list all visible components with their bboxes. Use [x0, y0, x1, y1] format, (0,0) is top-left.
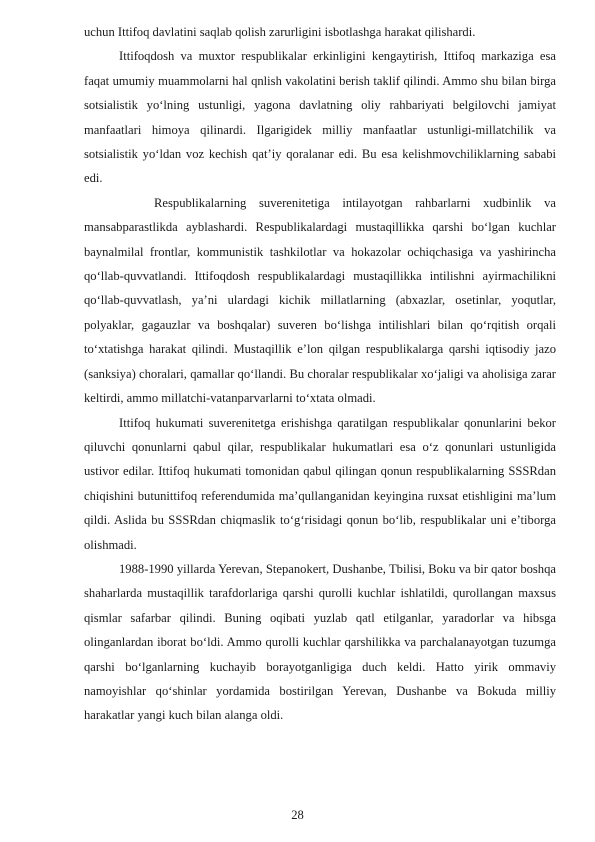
document-page — [84, 20, 556, 728]
paragraph-continuation: uchun Ittifoq davlatini saqlab qolish zarurligini isbotlashga harakat qilishardi. — [84, 25, 476, 39]
paragraph-1: Ittifoqdosh va muxtor respublikalar erkinligini kengaytirish, Ittifoq markaziga esa faqat umumiy muammolarni hal qnlish vakolatini berish taklif qilindi. Ammo shu bilan birga sotsialistik yo‘lning ustunligi, yagona davlatning oliy rahbariyati belgilovchi jamiyat manfaatlari himoya qilinardi. Ilgarigidek milliy manfaatlar ustunligi-millatchilik va sotsialistik yo‘ldan voz kechish qat’iy qoralanar edi. Bu esa kelishmovchiliklarning sababi edi. — [84, 49, 556, 186]
paragraph-4: 1988-1990 yillarda Yerevan, Stepanokert, Dushanbe, Tbilisi, Boku va bir qator boshqa shaharlarda mustaqillik tarafdorlariga qarshi qurolli kuchlar ishlatildi, qurollangan maxsus qismlar safarbar qilindi. Buning oqibati yuzlab qatl etilganlar, yaradorlar va hibsga olinganlardan iborat bo‘ldi. Ammo qurolli kuchlar qarshilikka va parchalanayotgan tuzumga qarshi bo‘lganlarning kuchayib borayotganligiga duch keldi. Hatto yirik ommaviy namoyishlar qo‘shinlar yordamida bostirilgan Yerevan, Dushanbe va Bokuda milliy harakatlar yangi kuch bilan alanga oldi. — [84, 561, 556, 723]
paragraph-2: Respublikalarning suverenitetiga intilayotgan rahbarlarni xudbinlik va mansabparastlikda ayblashardi. Respublikalardagi mustaqillikka qarshi bo‘lgan kuchlar baynalmilal frontlar, kommunistik tashkilotlar va hokazolar ochiqchasiga va yashirincha qo‘llab-quvvatlandi. Ittifoqdosh respublikalardagi mustaqillikka intilishni ayirmachilikni qo‘llab-quvvatlash, ya’ni ulardagi kichik millatlarning (abxazlar, osetinlar, yoqutlar, polyaklar, gagauzlar va boshqalar) suveren bo‘lishga intilishlari bilan qo‘rqitish orqali to‘xtatishga harakat qilindi. Mustaqillik e’lon qilgan respublikalarga qarshi iqtisodiy jazo (sanksiya) choralari, qamallar qo‘llandi. Bu choralar respublikalar xo‘jaligi va aholisiga zarar keltirdi, ammo millatchi-vatanparvarlarni to‘xtata olmadi. — [84, 195, 556, 406]
paragraph-3: Ittifoq hukumati suverenitetga erishishga qaratilgan respublikalar qonunlarini bekor qiluvchi qonunlarni qabul qilar, respublikalar hukumatlari esa o‘z qonunlari ustunligida ustivor edilar. Ittifoq hukumati tomonidan qabul qilingan qonun respublikalarning SSSRdan chiqishini butunittifoq referendumida ma’qullanganidan keyingina ruxsat etishligini ma’lum qildi. Aslida bu SSSRdan chiqmaslik to‘g‘risidagi qonun bo‘lib, respublikalar uni e’tiborga olishmadi. — [84, 415, 556, 552]
page-number: 28 — [291, 808, 304, 822]
